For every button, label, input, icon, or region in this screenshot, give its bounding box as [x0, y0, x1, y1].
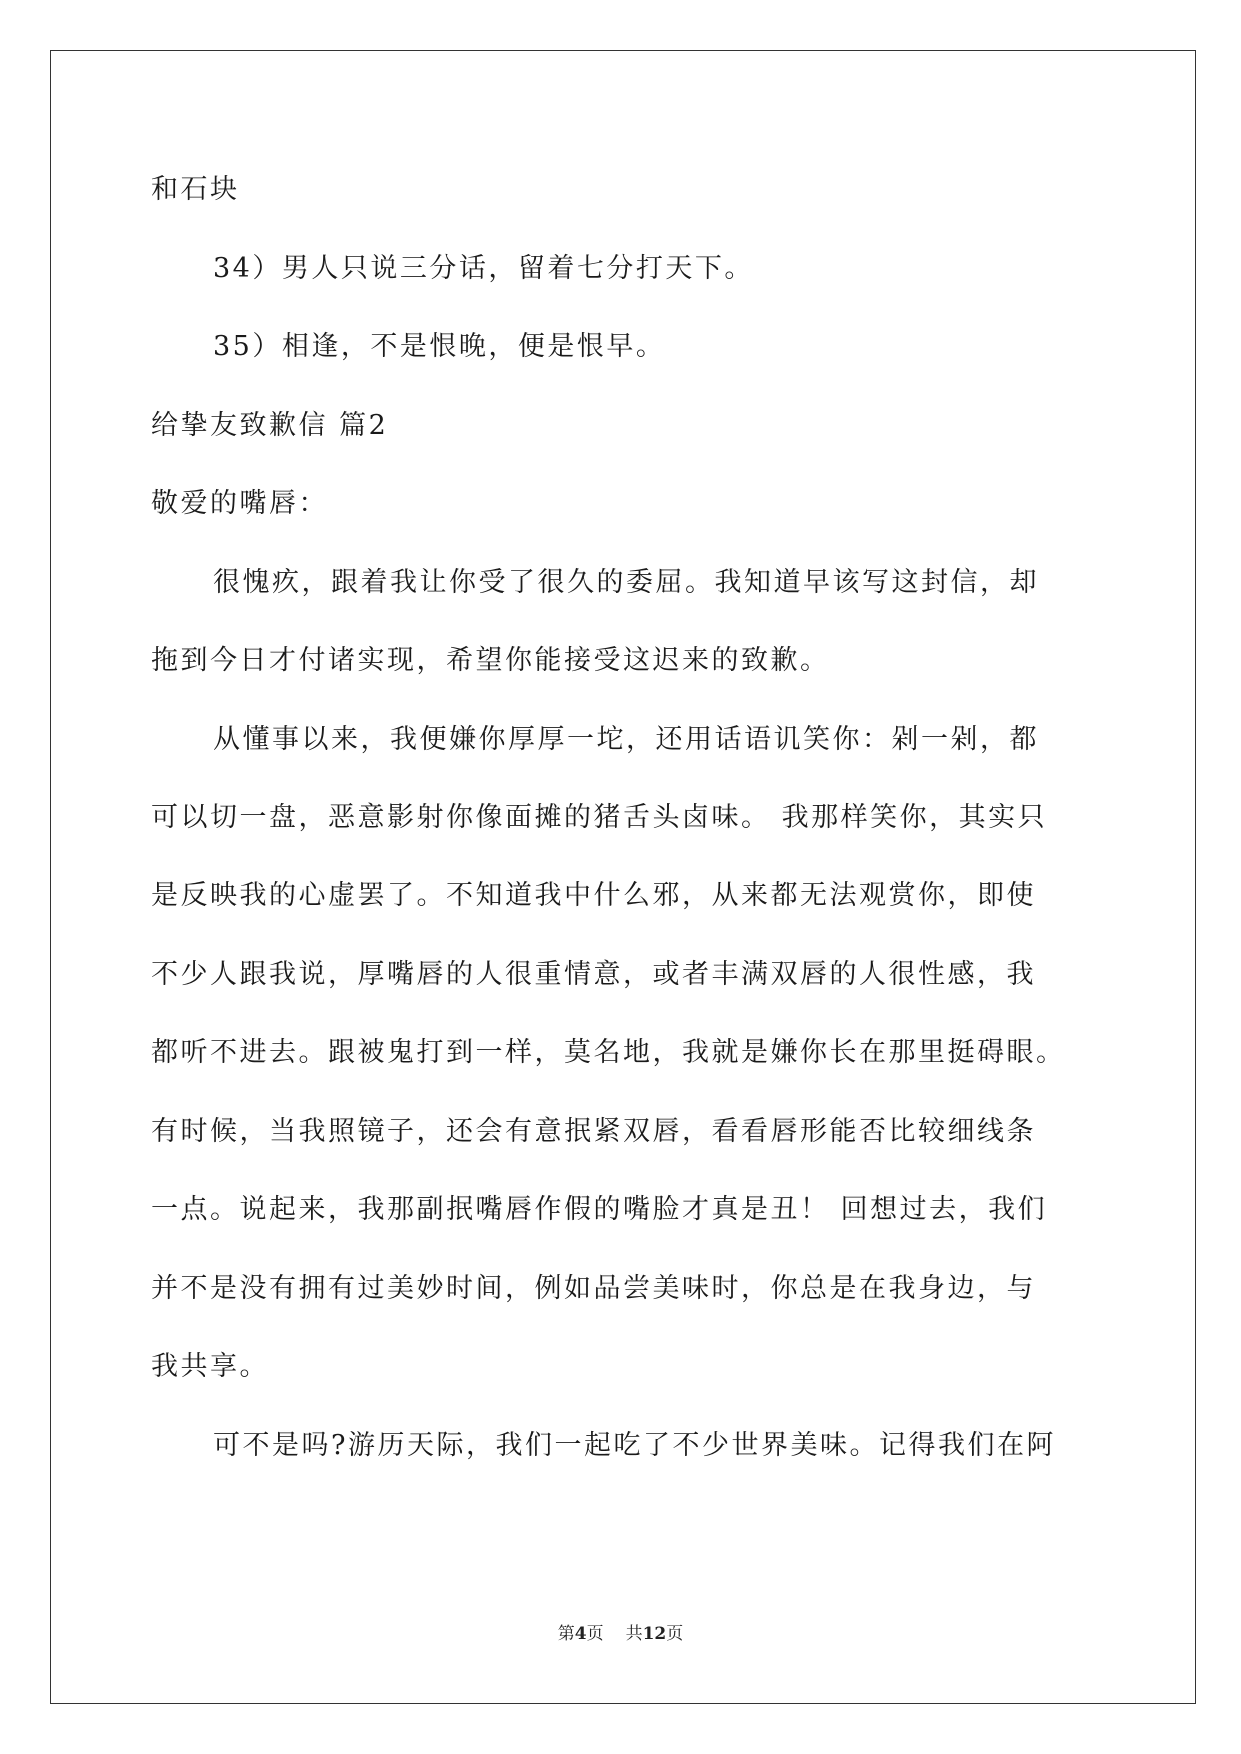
paragraph-line: 是反映我的心虚罢了。不知道我中什么邪，从来都无法观赏你，即使 [151, 880, 1036, 911]
paragraph-line: 拖到今日才付诸实现，希望你能接受这迟来的致歉。 [151, 645, 830, 676]
footer-total-suffix: 页 [666, 1624, 684, 1644]
paragraph-line: 都听不进去。跟被鬼打到一样，莫名地，我就是嫌你长在那里挺碍眼。 [151, 1037, 1066, 1068]
text-line-continuation: 和石块 [151, 174, 240, 205]
paragraph-line: 一点。说起来，我那副抿嘴唇作假的嘴脸才真是丑！ 回想过去，我们 [151, 1194, 1048, 1225]
footer-total-prefix: 共 [625, 1624, 643, 1644]
paragraph-line: 很愧疚，跟着我让你受了很久的委屈。我知道早该写这封信，却 [213, 567, 1039, 598]
paragraph-line: 可不是吗?游历天际，我们一起吃了不少世界美味。记得我们在阿 [213, 1430, 1056, 1461]
footer-page-prefix: 第 [557, 1624, 575, 1644]
quote-item-35: 35）相逢，不是恨晚，便是恨早。 [213, 331, 666, 362]
paragraph-line: 不少人跟我说，厚嘴唇的人很重情意，或者丰满双唇的人很性感，我 [151, 959, 1036, 990]
footer-total-pages: 12 [642, 1624, 667, 1644]
section-heading: 给挚友致歉信 篇2 [151, 410, 389, 441]
footer-page-suffix: 页 [586, 1624, 604, 1644]
paragraph-line: 可以切一盘，恶意影射你像面摊的猪舌头卤味。 我那样笑你，其实只 [151, 802, 1048, 833]
paragraph-line: 有时候，当我照镜子，还会有意抿紧双唇，看看唇形能否比较细线条 [151, 1116, 1036, 1147]
footer-page-number: 4 [574, 1624, 587, 1644]
page-footer [0, 1619, 1241, 1644]
paragraph-line: 并不是没有拥有过美妙时间，例如品尝美味时，你总是在我身边，与 [151, 1273, 1036, 1304]
quote-item-34: 34）男人只说三分话，留着七分打天下。 [213, 253, 754, 284]
letter-salutation: 敬爱的嘴唇： [151, 488, 328, 519]
paragraph-line: 我共享。 [151, 1351, 269, 1382]
paragraph-line: 从懂事以来，我便嫌你厚厚一坨，还用话语讥笑你：剁一剁，都 [213, 724, 1039, 755]
